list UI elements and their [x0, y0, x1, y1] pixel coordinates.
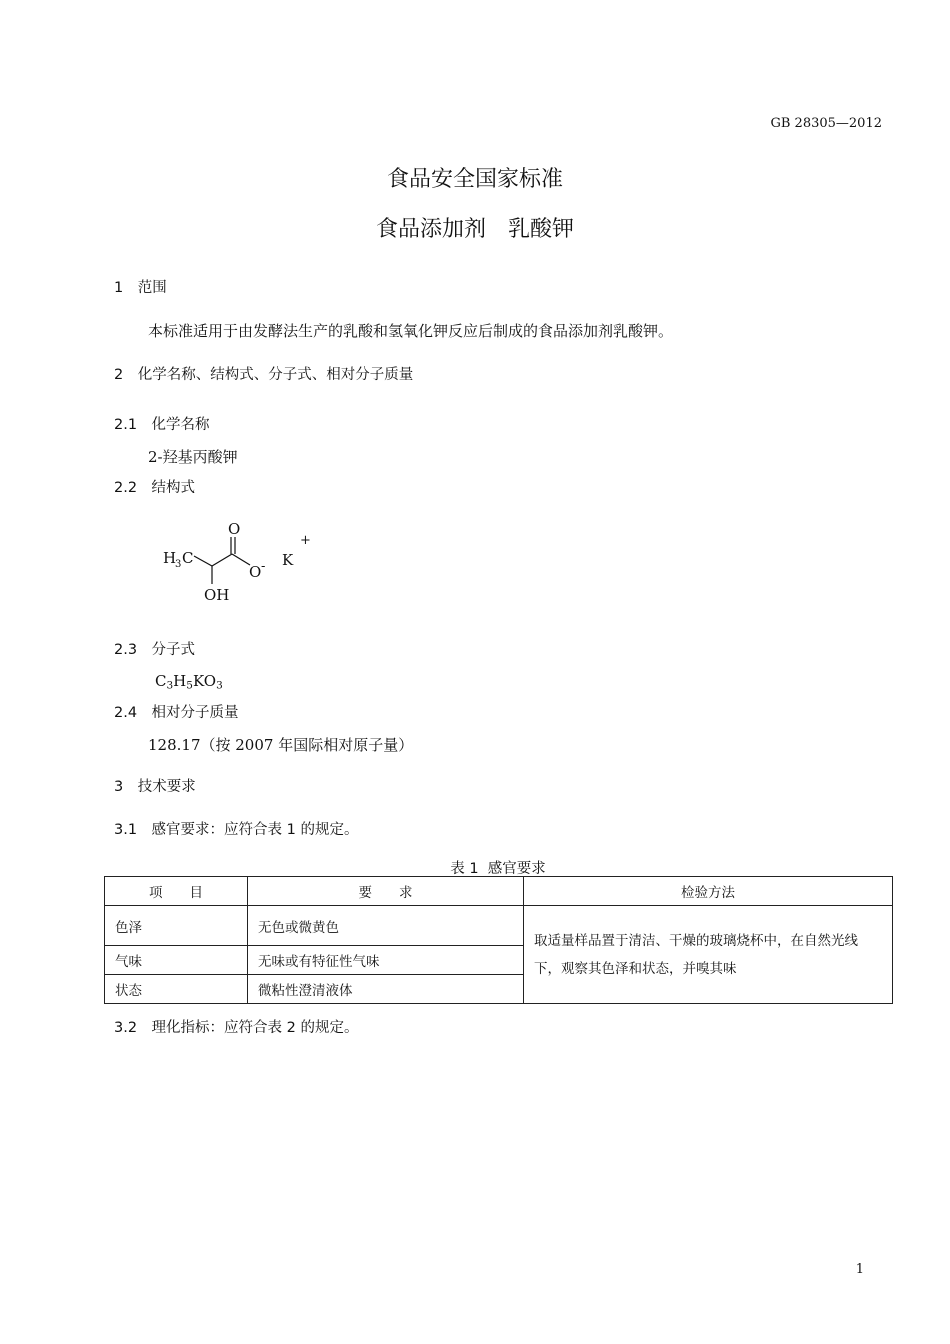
structure-plus-sign: +	[300, 533, 311, 548]
section-3-heading: 3 技术要求	[114, 779, 196, 795]
structure-minus-sign: -	[261, 559, 266, 574]
structure-h-subscript: 3	[175, 559, 182, 570]
table-row	[105, 906, 893, 946]
standard-code: GB 28305—2012	[770, 116, 882, 131]
cell-item: 色泽	[105, 906, 248, 946]
cell-requirement: 微粘性澄清液体	[248, 975, 524, 1004]
structure-bonds	[194, 537, 250, 584]
section-2-4-heading: 2.4 相对分子质量	[114, 705, 239, 721]
document-subtitle: 食品添加剂 乳酸钾	[375, 217, 574, 242]
header-requirement: 要 求	[248, 877, 524, 906]
section-3-1-heading: 3.1 感官要求：应符合表 1 的规定。	[114, 822, 359, 838]
section-2-2-heading: 2.2 结构式	[114, 480, 196, 496]
structure-h: H	[163, 549, 177, 567]
section-1-text: 本标准适用于由发酵法生产的乳酸和氢氧化钾反应后制成的食品添加剂乳酸钾。	[148, 322, 674, 340]
page-number: 1	[855, 1262, 864, 1277]
table-1-caption: 表 1 感官要求	[450, 861, 546, 877]
molecular-weight: 128.17（按 2007 年国际相对原子量）	[148, 736, 414, 754]
chemical-name: 2-羟基丙酸钾	[148, 448, 238, 466]
structure-c: C	[182, 549, 194, 567]
section-3-2-heading: 3.2 理化指标：应符合表 2 的规定。	[114, 1020, 359, 1036]
structure-oh: OH	[204, 586, 230, 604]
header-item: 项 目	[105, 877, 248, 906]
table-header-row	[105, 877, 893, 906]
section-2-3-heading: 2.3 分子式	[114, 642, 196, 658]
cell-item: 气味	[105, 946, 248, 975]
cell-method: 取适量样品置于清洁、干燥的玻璃烧杯中，在自然光线下，观察其色泽和状态，并嗅其味	[524, 906, 893, 1004]
structural-formula	[160, 520, 330, 610]
structure-k: K	[282, 551, 294, 569]
document-title: 食品安全国家标准	[386, 167, 563, 192]
section-2-1-heading: 2.1 化学名称	[114, 417, 210, 433]
header-method: 检验方法	[524, 877, 893, 906]
cell-requirement: 无味或有特征性气味	[248, 946, 524, 975]
section-1-heading: 1 范围	[114, 280, 167, 296]
section-2-heading: 2 化学名称、结构式、分子式、相对分子质量	[114, 367, 414, 383]
molecular-formula: $C_3H_5KO_3$	[155, 672, 223, 692]
structure-o-top: O	[228, 520, 241, 538]
cell-requirement: 无色或微黄色	[248, 906, 524, 946]
sensory-requirements-table	[104, 876, 893, 1004]
cell-item: 状态	[105, 975, 248, 1004]
structure-o-minus: O	[249, 563, 262, 581]
